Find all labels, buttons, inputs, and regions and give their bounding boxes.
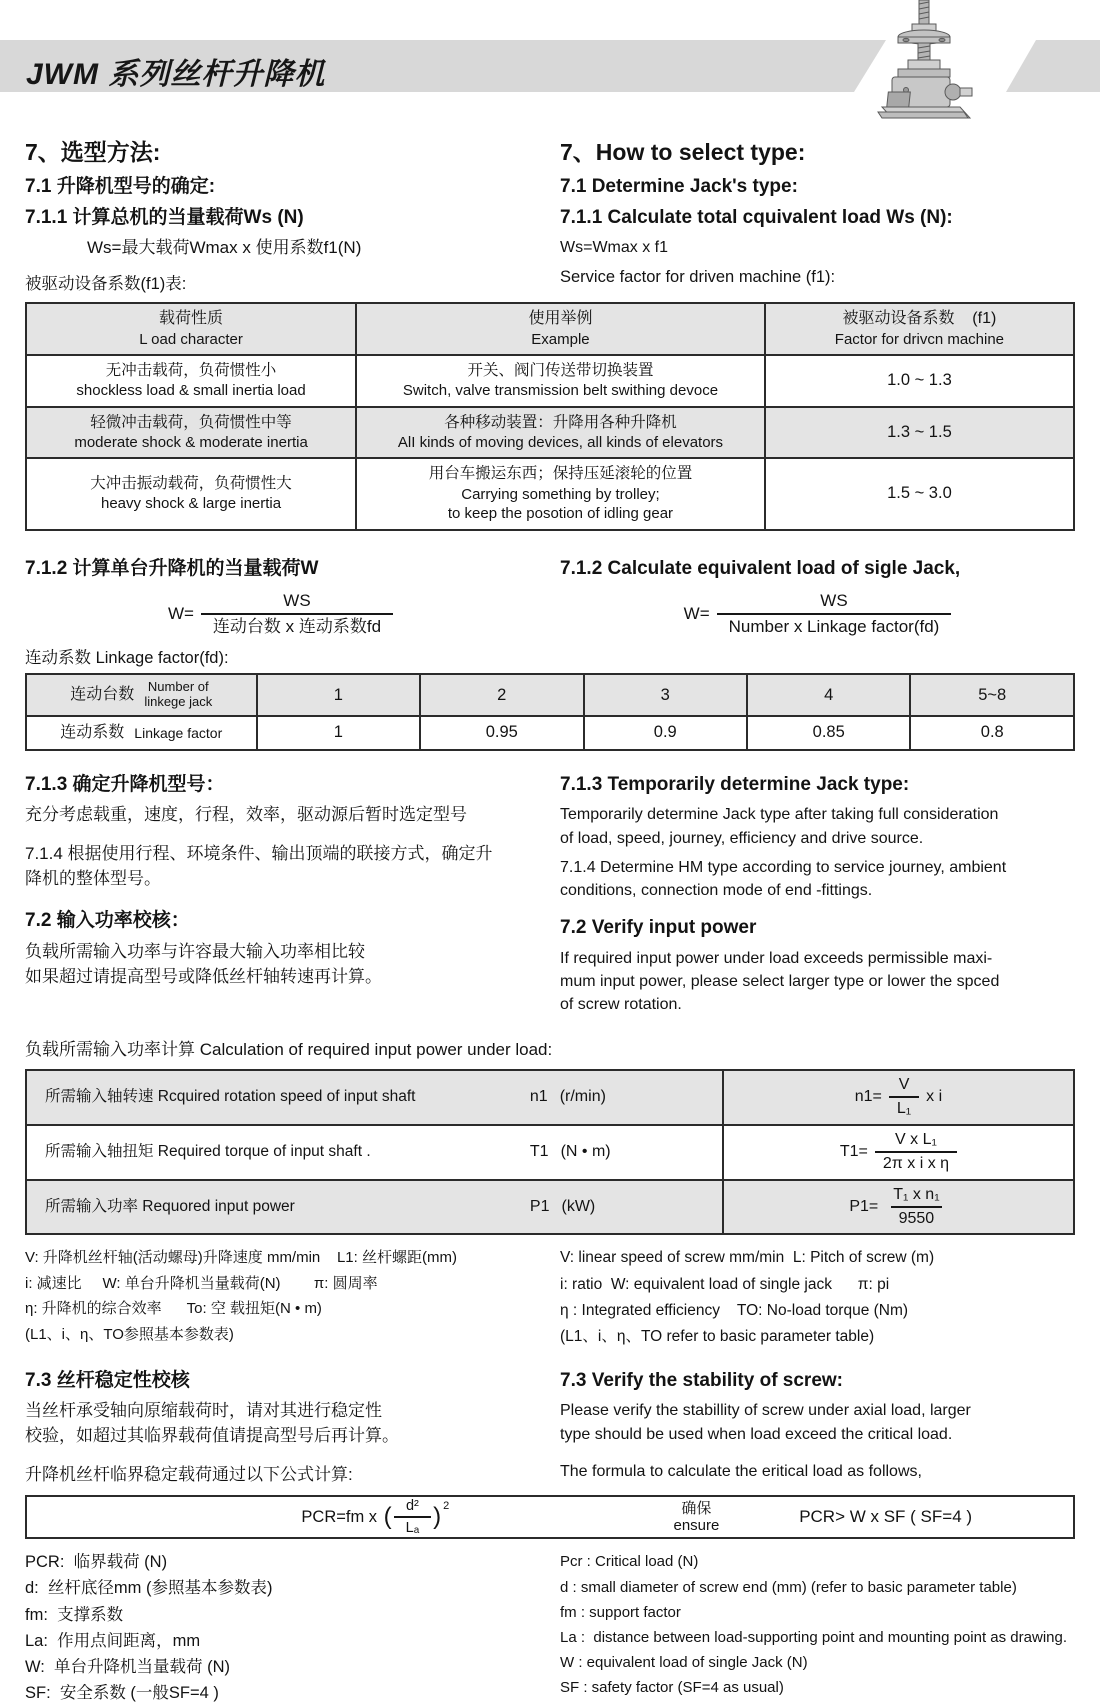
- section-7-intro: [25, 138, 1075, 294]
- linkage-header-row: [26, 674, 1074, 716]
- pcr-prefix: PCR=fm x: [301, 1507, 378, 1526]
- s713-body-zh: 充分考虑载重，速度，行程，效率，驱动源后暂时选定型号: [25, 805, 467, 825]
- power-row-t1: [26, 1125, 1074, 1180]
- factor-table-label-zh: 被驱动设备系数(f1)表:: [25, 274, 187, 293]
- open-paren: (: [383, 1503, 392, 1531]
- header-col: 5~8: [910, 674, 1074, 716]
- n1-formula: n1= $\frac{V}{\text{L₁}}$ x i: [854, 1076, 943, 1118]
- definition-line: fm : support factor: [560, 1603, 681, 1621]
- fraction: $\frac{\text{V x L₁}}{\text{2π x i x η}}$: [875, 1131, 957, 1174]
- s72-body-en: mum input power, please select larger type or lower the spced: [560, 973, 1000, 991]
- s73-body-zh: 校验，如超过其临界载荷值请提高型号后再计算。: [25, 1426, 399, 1446]
- fraction: $\frac{WS}{\text{Number x Linkage factor(fd)}}$: [717, 591, 952, 636]
- section-7-1-3: [25, 773, 1075, 1017]
- s713-body-en: of load, speed, journey, efficiency and drive source.: [560, 829, 924, 847]
- heading-7-zh: 7、选型方法:: [25, 139, 161, 165]
- unit: (kW): [561, 1197, 596, 1215]
- row-label-linkage-factor: 连动系数 Linkage factor: [26, 716, 257, 749]
- notes-en: [550, 1245, 1075, 1350]
- definition-line: PCR: 临界载荷 (N): [25, 1553, 168, 1572]
- s72-body-en: of screw rotation.: [560, 996, 682, 1014]
- pcr-formula: [27, 1498, 634, 1537]
- s72-body-zh: 负载所需输入功率与许容最大输入功率相比较: [25, 942, 365, 962]
- fraction: $\frac{\text{T₁ x n₁}}{9550}$: [885, 1186, 947, 1229]
- heading-7-1-3-en: 7.1.3 Temporarily determine Jack type:: [560, 773, 910, 795]
- definition-line: fm: 支撑系数: [25, 1605, 124, 1624]
- unit: (N • m): [560, 1142, 611, 1160]
- symbol: n1: [529, 1088, 548, 1106]
- linkage-factor-table: [25, 673, 1075, 750]
- definition-line: W: 单台升降机当量载荷 (N): [25, 1657, 231, 1676]
- header-banner-right-stripe: [1006, 40, 1100, 92]
- fraction: $\frac{\text{d²}}{\text{Lₐ}}$: [394, 1498, 431, 1537]
- header-col: 3: [584, 674, 747, 716]
- fraction: $\frac{V}{\text{L₁}}$: [889, 1076, 919, 1119]
- s73-formula-label-en: The formula to calculate the eritical load as follows,: [560, 1462, 922, 1480]
- definition-line: SF : safety factor (SF=4 as usual): [560, 1679, 784, 1697]
- ensure-zh: 确保: [681, 1500, 712, 1518]
- service-factor-table: [25, 302, 1075, 531]
- header-load-character: 载荷性质 L oad character: [26, 303, 356, 355]
- table-row: [26, 355, 1074, 407]
- header-number-of-jacks: 连动台数 Number of linkege jack: [26, 674, 257, 716]
- section-7-1-2: [25, 557, 1075, 641]
- s72-body-zh: 如果超过请提高型号或降低丝杆轴转速再计算。: [25, 966, 382, 986]
- note-line: V: linear speed of screw mm/min L: Pitch of screw (m): [560, 1249, 935, 1267]
- symbol: T1: [529, 1142, 549, 1160]
- s713-body-en: Temporarily determine Jack type after taking full consideration: [560, 806, 999, 824]
- power-row-p1: [26, 1180, 1074, 1235]
- unit: (r/min): [559, 1088, 606, 1106]
- heading-7-2-en: 7.2 Verify input power: [560, 917, 757, 939]
- screw-jack-illustration: [868, 0, 980, 122]
- note-line: (L1、i、η、TO参照基本参数表): [25, 1325, 234, 1343]
- heading-7-1-1-zh: 7.1.1 计算总机的当量载荷Ws (N): [25, 206, 304, 228]
- cell-character: 大冲击振动载荷，负荷惯性大 heavy shock & large inertia: [26, 458, 356, 529]
- s714-line-zh: 降机的整体型号。: [25, 868, 161, 888]
- definitions-en: [550, 1549, 1075, 1705]
- document-content: [25, 138, 1075, 1706]
- heading-7-1-zh: 7.1 升降机型号的确定:: [25, 175, 216, 197]
- power-calc-label: 负载所需输入功率计算 Calculation of required input power under load:: [25, 1040, 553, 1060]
- header-col: 1: [257, 674, 420, 716]
- heading-7-1-1-en: 7.1.1 Calculate total cquivalent load Ws (N):: [560, 206, 953, 228]
- heading-7-1-2-en: 7.1.2 Calculate equivalent load of sigle Jack,: [560, 557, 961, 579]
- s714-line-en: conditions, connection mode of end -fittings.: [560, 881, 873, 899]
- symbol: P1: [529, 1197, 550, 1215]
- cell-factor: 1.5 ~ 3.0: [765, 458, 1074, 529]
- heading-7-3-en: 7.3 Verify the stability of screw:: [560, 1369, 843, 1391]
- header-factor: 被驱动设备系数 (f1) Factor for drivcn machine: [765, 303, 1074, 355]
- formula-lhs: W=: [683, 603, 710, 623]
- definitions-zh: [25, 1549, 550, 1705]
- ws-formula-en: Ws=Wmax x f1: [560, 239, 669, 257]
- heading-7-1-2-zh: 7.1.2 计算单台升降机的当量载荷W: [25, 557, 319, 579]
- heading-7-3-zh: 7.3 丝杆稳定性校核: [25, 1369, 190, 1391]
- cell-example: 各种移动装置：升降用各种升降机 AlI kinds of moving devices, all kinds of elevators: [356, 407, 765, 459]
- ensure-label: [634, 1500, 760, 1535]
- definition-line: W : equivalent load of single Jack (N): [560, 1654, 808, 1672]
- note-line: (L1、i、η、TO refer to basic parameter table): [560, 1328, 875, 1346]
- cell-example: 用台车搬运东西；保持压延滚轮的位置 Carrying something by trolley; to keep the posotion of idling gear: [356, 458, 765, 529]
- w-formula-zh: [25, 591, 536, 636]
- p1-formula: P1= $\frac{\text{T₁ x n₁}}{9550}$: [728, 1186, 1069, 1229]
- ensure-en: ensure: [673, 1517, 720, 1535]
- definition-line: La: 作用点间距离，mm: [25, 1631, 201, 1650]
- s73-en: [550, 1369, 1075, 1488]
- s73-body-zh: 当丝杆承受轴向原缩载荷时，请对其进行稳定性: [25, 1401, 382, 1421]
- value-cell: 0.8: [910, 716, 1074, 749]
- critical-load-formula-box: [25, 1495, 1075, 1539]
- s714-line-zh: 7.1.4 根据使用行程、环境条件、输出顶端的联接方式，确定升: [25, 844, 493, 864]
- value-cell: 0.9: [584, 716, 747, 749]
- definition-line: Pcr : Critical load (N): [560, 1553, 699, 1571]
- factor-table-header-row: [26, 303, 1074, 355]
- table-row: [26, 407, 1074, 459]
- note-line: i: 减速比 W: 单台升降机当量载荷(N) π: 圆周率: [25, 1274, 378, 1292]
- factor-table-label-en: Service factor for driven machine (f1):: [560, 268, 836, 287]
- s73-body-en: Please verify the stabillity of screw under axial load, larger: [560, 1402, 971, 1420]
- cell-character: 轻微冲击载荷，负荷惯性中等 moderate shock & moderate inertia: [26, 407, 356, 459]
- fraction: $\frac{WS}{\text{连动台数 x 连动系数fd}}$: [201, 591, 393, 636]
- linkage-factor-label: 连动系数 Linkage factor(fd):: [25, 649, 229, 668]
- power-calc-table: [25, 1069, 1075, 1235]
- row-label: 所需输入轴扭矩 Required torque of input shaft .: [45, 1143, 371, 1161]
- heading-7-1-en: 7.1 Determine Jack's type:: [560, 175, 798, 197]
- value-cell: 1: [257, 716, 420, 749]
- definition-line: d: 丝杆底径mm (参照基本参数表): [25, 1579, 273, 1598]
- s73-body-en: type should be used when load exceed the critical load.: [560, 1425, 953, 1443]
- header-col: 2: [420, 674, 583, 716]
- definition-line: SF: 安全系数 (一般SF=4 ): [25, 1683, 219, 1702]
- cell-example: 开关、阀门传送带切换装置 Switch, valve transmission belt swithing devoce: [356, 355, 765, 407]
- definition-line: d : small diameter of screw end (mm) (refer to basic parameter table): [560, 1578, 1017, 1596]
- power-row-n1: [26, 1070, 1074, 1125]
- cell-factor: 1.0 ~ 1.3: [765, 355, 1074, 407]
- cell-character: 无冲击载荷，负荷惯性小 shockless load & small inertia load: [26, 355, 356, 407]
- table-row: [26, 458, 1074, 529]
- close-paren: ): [433, 1503, 442, 1531]
- w-formula-en: [560, 591, 1075, 636]
- symbol-notes: [25, 1245, 1075, 1350]
- formula-lhs: W=: [167, 603, 194, 623]
- s713-en: [550, 773, 1075, 1017]
- note-line: i: ratio W: equivalent load of single jack π: pi: [560, 1275, 890, 1293]
- row-label: 所需输入功率 Requored input power: [45, 1197, 295, 1215]
- notes-zh: [25, 1245, 550, 1350]
- exponent: 2: [443, 1500, 450, 1513]
- linkage-value-row: [26, 716, 1074, 749]
- note-line: η: 升降机的综合效率 To: 空 载扭矩(N • m): [25, 1300, 322, 1318]
- heading-7-2-zh: 7.2 输入功率校核：: [25, 910, 190, 932]
- header-col: 4: [747, 674, 910, 716]
- row-label: 所需输入轴转速 Rcquired rotation speed of input shaft: [45, 1088, 416, 1106]
- t1-formula: T1= $\frac{\text{V x L₁}}{\text{2π x i x η}}$: [728, 1131, 1069, 1174]
- s73-zh: [25, 1369, 550, 1488]
- note-line: V: 升降机丝杆轴(活动螺母)升降速度 mm/min L1: 丝杆螺距(mm): [25, 1249, 457, 1267]
- page-title: JWM 系列丝杆升降机: [26, 58, 326, 91]
- ws-formula-zh: Ws=最大载荷Wmax x 使用系数f1(N): [87, 238, 362, 258]
- value-cell: 0.95: [420, 716, 583, 749]
- intro-zh: [25, 138, 550, 294]
- s714-line-en: 7.1.4 Determine HM type according to service journey, ambient: [560, 858, 1007, 876]
- section-7-3: [25, 1369, 1075, 1488]
- note-line: η : Integrated efficiency TO: No-load torque (Nm): [560, 1302, 909, 1320]
- definition-line: La : distance between load-supporting point and mounting point as drawing.: [560, 1628, 1068, 1646]
- cell-factor: 1.3 ~ 1.5: [765, 407, 1074, 459]
- s712-zh: [25, 557, 550, 641]
- intro-en: [550, 138, 1075, 294]
- s73-formula-label-zh: 升降机丝杆临界稳定载荷通过以下公式计算:: [25, 1464, 353, 1484]
- s713-zh: [25, 773, 550, 1017]
- value-cell: 0.85: [747, 716, 910, 749]
- heading-7-1-3-zh: 7.1.3 确定升降机型号：: [25, 773, 225, 795]
- s712-en: [550, 557, 1075, 641]
- definitions: [25, 1549, 1075, 1705]
- pcr-condition: PCR> W x SF ( SF=4 ): [799, 1507, 973, 1527]
- header-example: 使用举例 Example: [356, 303, 765, 355]
- heading-7-en: 7、How to select type:: [560, 139, 806, 165]
- s72-body-en: If required input power under load exceeds permissible maxi-: [560, 949, 993, 967]
